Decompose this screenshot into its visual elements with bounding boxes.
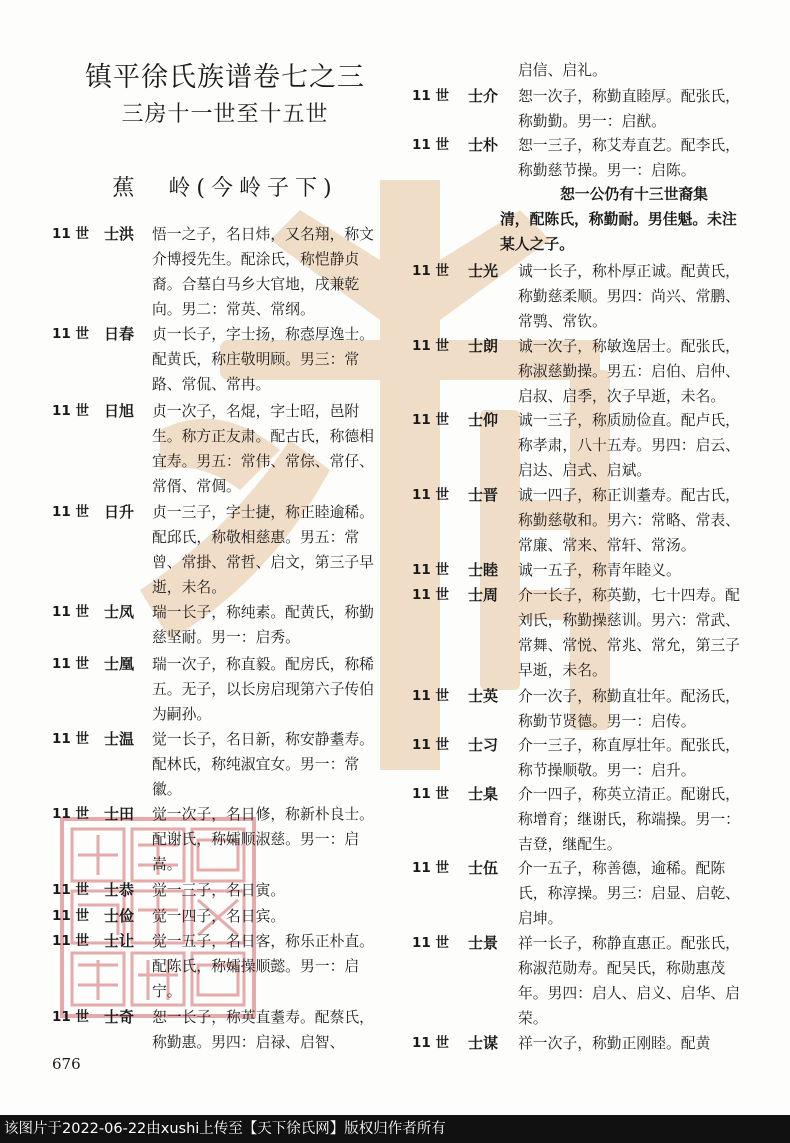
generation-label: 11 世 bbox=[412, 412, 449, 428]
generation-label: 11 世 bbox=[412, 263, 449, 279]
generation-label: 11 世 bbox=[52, 403, 89, 419]
biography-text: 诚一三子，称质励俭直。配卢氏，称孝肃，八十五寿。男四：启云、启达、启式、启斌。 bbox=[518, 412, 740, 479]
person-name: 士臬 bbox=[468, 785, 499, 803]
biography-text: 诚一次子，称敏逸居士。配张氏，称淑慈勤操。男五：启伯、启仲、启叔、启季，次子早逝，未名。 bbox=[518, 338, 740, 405]
person-name: 士晋 bbox=[468, 486, 499, 504]
generation-label: 11 世 bbox=[52, 656, 89, 672]
person-name: 士恭 bbox=[104, 881, 135, 899]
biography-text: 介一次子，称勤直壮年。配汤氏，称勤节贤德。男一：启传。 bbox=[518, 688, 740, 730]
generation-label: 11 世 bbox=[52, 908, 89, 924]
generation-label: 11 世 bbox=[52, 1009, 89, 1025]
entry-left-0 bbox=[52, 222, 387, 322]
biography-text: 介一三子，称直厚壮年。配张氏，称节操顺敬。男一：启升。 bbox=[518, 737, 740, 779]
entry-left-11 bbox=[52, 1005, 387, 1055]
title-block bbox=[60, 58, 390, 206]
biography-text: 诚一五子，称青年睦义。 bbox=[518, 562, 681, 579]
person-name: 士凰 bbox=[104, 655, 135, 673]
biography-text: 祥一次子，称勤正刚睦。配黄 bbox=[518, 1035, 711, 1052]
entry-right-0 bbox=[412, 84, 747, 134]
copyright-footer: 该图片于2022-06-22由xushi上传至【天下徐氏网】版权归作者所有 bbox=[0, 1115, 790, 1143]
entry-right-1 bbox=[412, 133, 747, 183]
entry-left-5 bbox=[52, 652, 387, 727]
entry-right-10 bbox=[412, 782, 747, 857]
entry-left-6 bbox=[52, 727, 387, 802]
entry-right-6 bbox=[412, 558, 747, 583]
generation-label: 11 世 bbox=[52, 604, 89, 620]
continuation-text: 启信、启礼。 bbox=[518, 62, 607, 79]
biography-text: 觉一四子，名日宾。 bbox=[152, 908, 286, 925]
page-subtitle: 三房十一世至十五世 bbox=[121, 102, 329, 127]
generation-label: 11 世 bbox=[412, 935, 449, 951]
entry-right-12 bbox=[412, 931, 747, 1031]
biography-text: 诚一长子，称朴厚正诚。配黄氏，称勤慈柔顺。男四：尚兴、常鹏、常鹗、常钦。 bbox=[518, 263, 740, 330]
person-name: 士仰 bbox=[468, 411, 499, 429]
person-name: 士光 bbox=[468, 262, 499, 280]
person-name: 士让 bbox=[104, 932, 135, 950]
biography-text: 介一长子，称英勤，七十四寿。配刘氏，称勤操慈训。男六：常武、常舞、常悦、常兆、常允，第三子早逝，未名。 bbox=[518, 587, 740, 679]
entry-left-7 bbox=[52, 802, 387, 877]
person-name: 日升 bbox=[104, 503, 135, 521]
biography-text: 瑞一长子，称纯素。配黄氏，称勤慈坚耐。男一：启秀。 bbox=[152, 604, 374, 646]
entry-right-5 bbox=[412, 483, 747, 558]
person-name: 士睦 bbox=[468, 561, 499, 579]
generation-label: 11 世 bbox=[52, 731, 89, 747]
entry-left-8 bbox=[52, 878, 387, 903]
generation-label: 11 世 bbox=[412, 88, 449, 104]
generation-label: 11 世 bbox=[412, 562, 449, 578]
entry-left-9 bbox=[52, 904, 387, 929]
person-name: 士洪 bbox=[104, 225, 135, 243]
person-name: 士凤 bbox=[104, 603, 135, 621]
generation-label: 11 世 bbox=[52, 882, 89, 898]
person-name: 日春 bbox=[104, 325, 135, 343]
person-name: 士朴 bbox=[468, 136, 499, 154]
entry-right-2 bbox=[412, 259, 747, 334]
biography-text: 贞一次子，名焜，字士昭，邑附生。称方正友肃。配古氏，称德相宜寿。男五：常伟、常倧、常仔、常偦、常倜。 bbox=[152, 403, 374, 495]
biography-text: 贞一长子，字士扬，称悫厚逸士。配黄氏，称庄敬明顾。男三：常路、常侃、常冉。 bbox=[152, 326, 374, 393]
biography-text: 恕一次子，称勤直睦厚。配张氏，称勤勤。男一：启猷。 bbox=[518, 88, 740, 130]
person-name: 士周 bbox=[468, 586, 499, 604]
biography-text: 觉一三子，名日寅。 bbox=[152, 882, 286, 899]
generation-label: 11 世 bbox=[412, 137, 449, 153]
entry-right-4 bbox=[412, 408, 747, 483]
entry-left-4 bbox=[52, 600, 387, 650]
biography-text: 觉一次子，名日修，称新朴良士。配谢氏，称孀顺淑慈。男一：启嵩。 bbox=[152, 806, 374, 873]
entry-right-7 bbox=[412, 583, 747, 683]
person-name: 士俭 bbox=[104, 907, 135, 925]
biography-text: 恕一长子，称英直耋寿。配蔡氏，称勤惠。男四：启禄、启智、 bbox=[152, 1009, 374, 1051]
biography-text: 觉一长子，名日新，称安静耋寿。配林氏，称纯淑宜女。男一：常徽。 bbox=[152, 731, 374, 798]
entry-left-2 bbox=[52, 399, 387, 499]
person-name: 士伍 bbox=[468, 859, 499, 877]
biography-text: 觉一五子，名日客，称乐正朴直。配陈氏，称孀操顺懿。男一：启宁。 bbox=[152, 933, 374, 1000]
generation-label: 11 世 bbox=[52, 806, 89, 822]
person-name: 士谋 bbox=[468, 1034, 499, 1052]
person-name: 士英 bbox=[468, 687, 499, 705]
entry-left-1 bbox=[52, 322, 387, 397]
note-line-1: 恕一公仍有十三世裔集 bbox=[560, 186, 708, 203]
biography-text: 贞一三子，字士捷，称正睦逾稀。配邱氏，称敬相慈惠。男五：常曾、常掛、常哲、启文，第三子早逝，未名。 bbox=[152, 504, 374, 596]
person-name: 士田 bbox=[104, 805, 135, 823]
page-title: 镇平徐氏族谱卷七之三 bbox=[85, 62, 365, 93]
note-line-2: 清，配陈氏，称勤耐。男佳魁。未注某人之子。 bbox=[500, 211, 737, 253]
generation-label: 11 世 bbox=[412, 487, 449, 503]
generation-label: 11 世 bbox=[52, 326, 89, 342]
generation-label: 11 世 bbox=[412, 587, 449, 603]
person-name: 日旭 bbox=[104, 402, 135, 420]
person-name: 士朗 bbox=[468, 337, 499, 355]
entry-right-3 bbox=[412, 334, 747, 409]
biography-text: 介一四子，称英立清正。配谢氏，称增育；继谢氏，称端操。男一：吉登，继配生。 bbox=[518, 786, 740, 853]
entry-left-10 bbox=[52, 929, 387, 1004]
person-name: 士奇 bbox=[104, 1008, 135, 1026]
generation-label: 11 世 bbox=[52, 226, 89, 242]
person-name: 士景 bbox=[468, 934, 499, 952]
biography-text: 悟一之子，名日炜，又名翔，称文介博授先生。配涂氏，称恺静贞裔。合墓白马乡大官地，戌兼乾向。男二：常英、常纲。 bbox=[152, 226, 374, 318]
biography-text: 介一五子，称善德，逾稀。配陈氏，称淳操。男三：启显、启乾、启坤。 bbox=[518, 860, 740, 927]
entry-right-13 bbox=[412, 1031, 747, 1056]
entry-right-11 bbox=[412, 856, 747, 931]
biography-text: 诚一四子，称正训耋寿。配古氏，称勤慈敬和。男六：常略、常表、常廉、常来、常轩、常汤。 bbox=[518, 487, 740, 554]
entry-left-3 bbox=[52, 500, 387, 600]
entry-right-9 bbox=[412, 733, 747, 783]
generation-label: 11 世 bbox=[412, 786, 449, 802]
generation-label: 11 世 bbox=[52, 504, 89, 520]
biography-text: 瑞一次子，称直毅。配房氏，称稀五。无子，以长房启现第六子传伯为嗣孙。 bbox=[152, 656, 374, 723]
generation-label: 11 世 bbox=[412, 737, 449, 753]
entry-right-8 bbox=[412, 684, 747, 734]
page-number: 676 bbox=[52, 1055, 81, 1073]
generation-label: 11 世 bbox=[52, 933, 89, 949]
biography-text: 恕一三子，称艾寿直艺。配李氏，称勤慈节操。男一：启陈。 bbox=[518, 137, 740, 179]
person-name: 士习 bbox=[468, 736, 499, 754]
annotation-note bbox=[500, 182, 748, 257]
generation-label: 11 世 bbox=[412, 860, 449, 876]
person-name: 士温 bbox=[104, 730, 135, 748]
generation-label: 11 世 bbox=[412, 338, 449, 354]
generation-label: 11 世 bbox=[412, 1035, 449, 1051]
generation-label: 11 世 bbox=[412, 688, 449, 704]
biography-text: 祥一长子，称静直惠正。配张氏，称淑范勋寿。配吴氏，称勋惠茂年。男四：启人、启义、启华、启荣。 bbox=[518, 935, 740, 1027]
person-name: 士介 bbox=[468, 87, 499, 105]
section-heading: 蕉 岭(今岭子下) bbox=[112, 176, 338, 201]
